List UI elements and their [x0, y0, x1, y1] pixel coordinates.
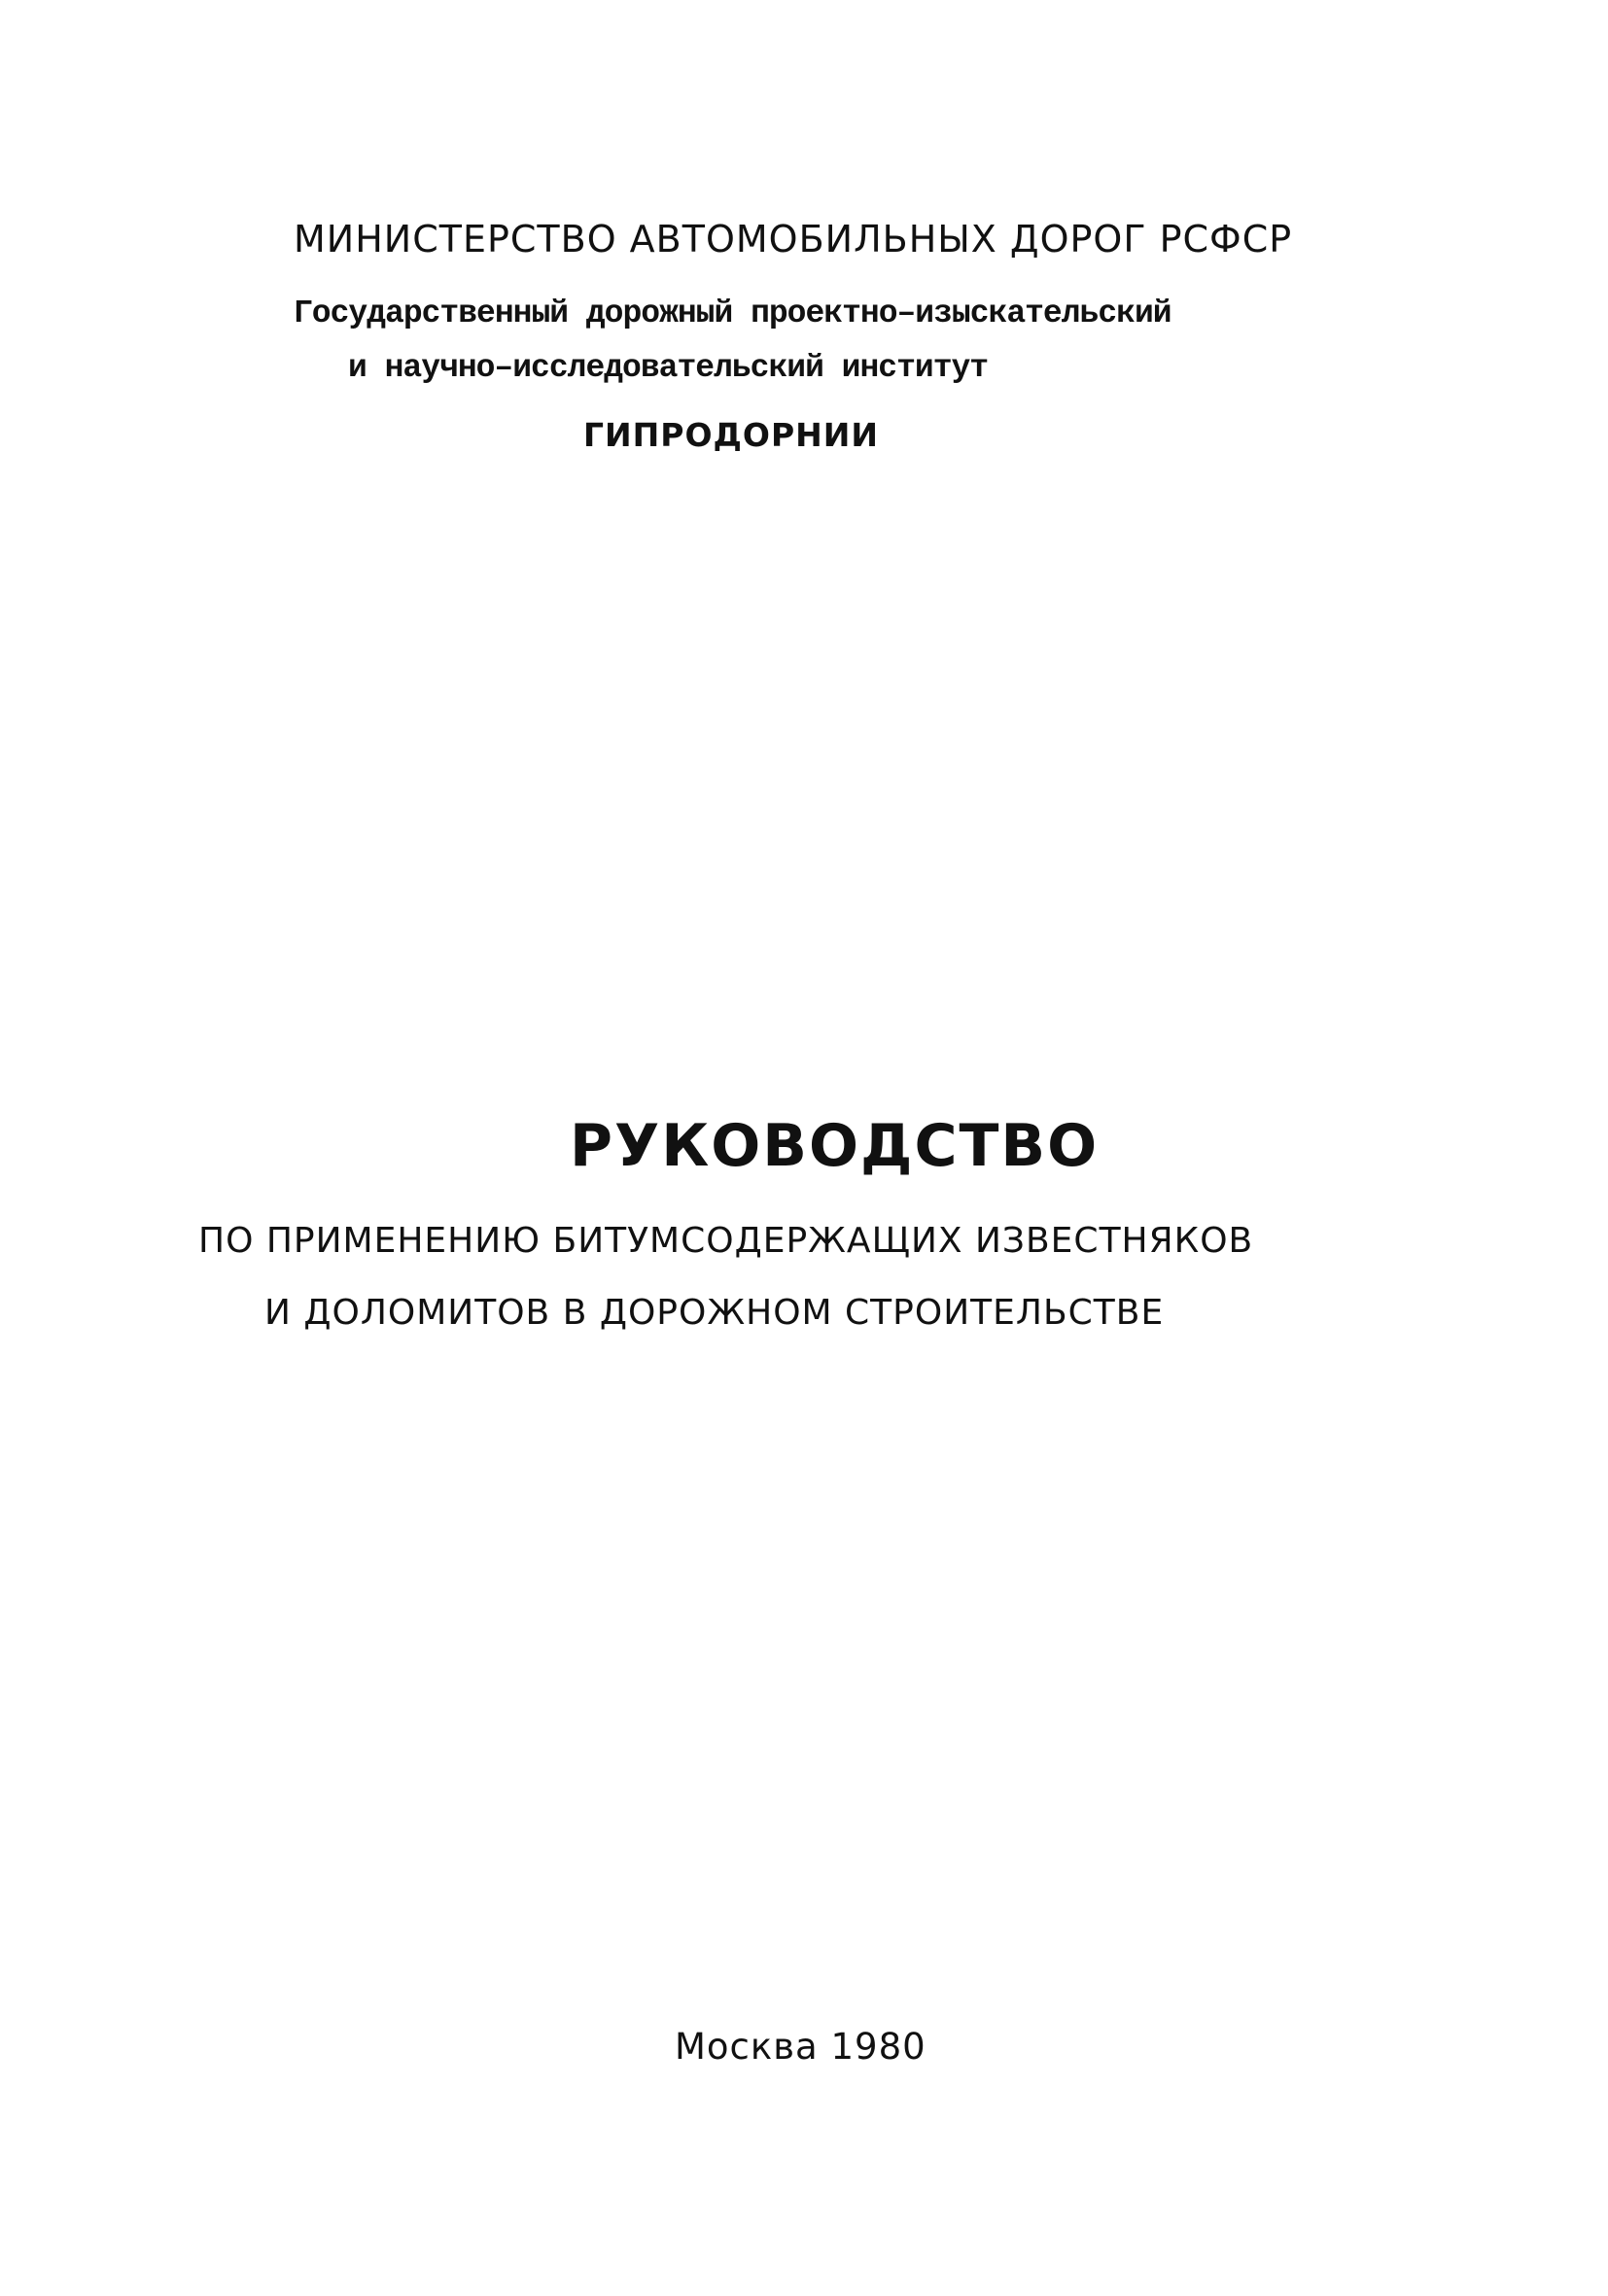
document-subtitle-line-2: И ДОЛОМИТОВ В ДОРОЖНОМ СТРОИТЕЛЬСТВЕ: [264, 1293, 1165, 1333]
ministry-name: МИНИСТЕРСТВО АВТОМОБИЛЬНЫХ ДОРОГ РСФСР: [294, 218, 1293, 261]
institute-name-line-2: и научно–исследовательский институт: [348, 350, 989, 386]
imprint-place-year: Москва 1980: [675, 2026, 926, 2068]
institute-name-line-1: Государственный дорожный проектно–изыскательский: [294, 296, 1171, 331]
document-title: РУКОВОДСТВО: [570, 1112, 1100, 1180]
institute-abbreviation: ГИПРОДОРНИИ: [583, 416, 879, 454]
document-subtitle-line-1: ПО ПРИМЕНЕНИЮ БИТУМСОДЕРЖАЩИХ ИЗВЕСТНЯКОВ: [198, 1221, 1254, 1261]
